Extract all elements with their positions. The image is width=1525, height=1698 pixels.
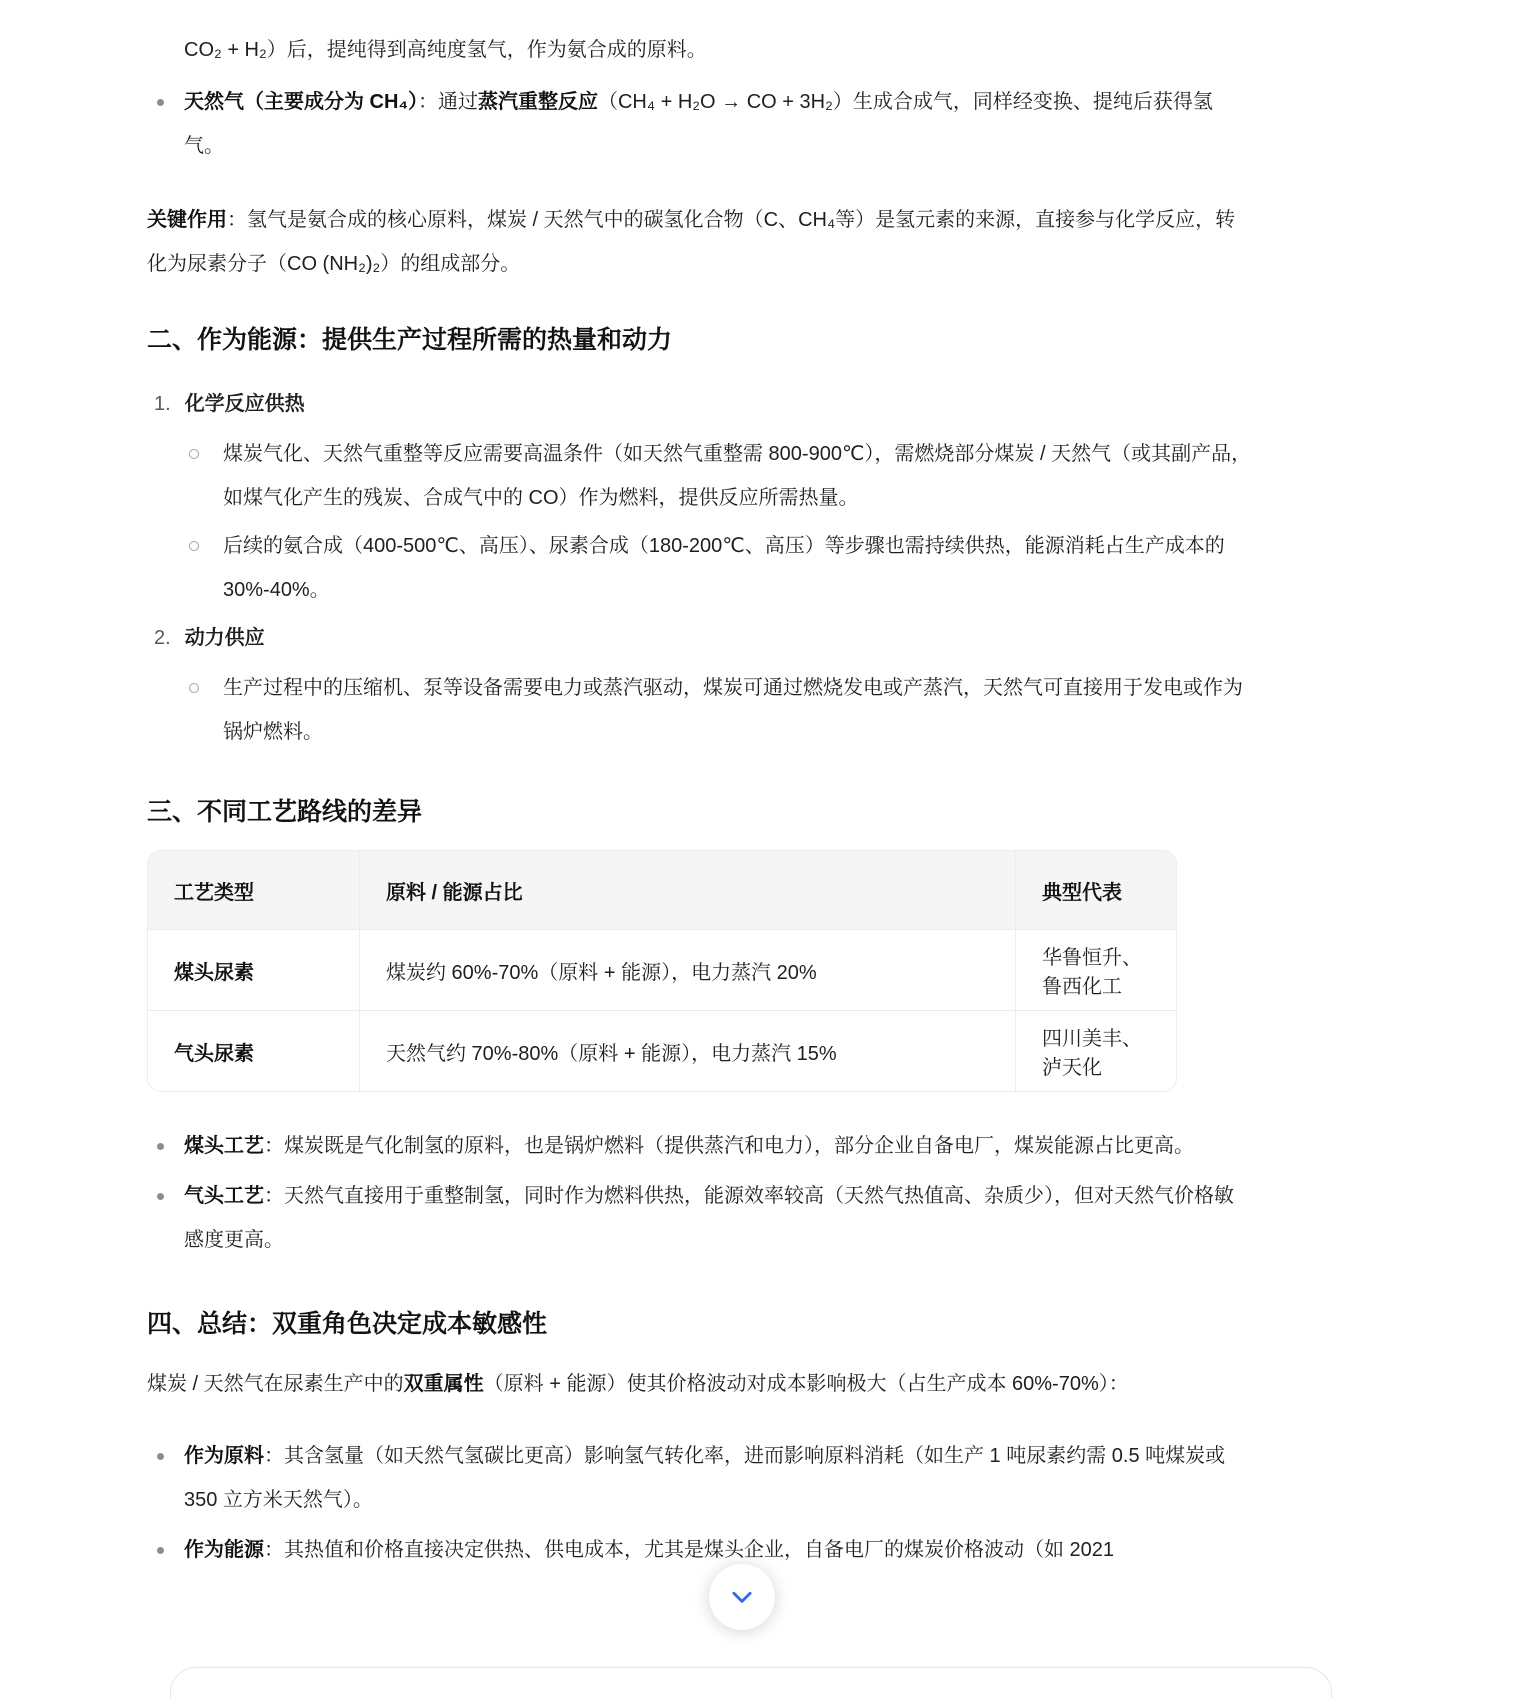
sub-list-item bbox=[147, 432, 1252, 520]
table-cell: 煤炭约 60%-70%（原料 + 能源），电力蒸汽 20% bbox=[359, 929, 1015, 1010]
ordered-item-2 bbox=[147, 616, 1252, 754]
list-item-text: 天然气（主要成分为 CH₄）：通过蒸汽重整反应（CH₄ + H₂O → CO + 3H₂）生成合成气，同样经变换、提纯后获得氢气。 bbox=[184, 91, 1213, 157]
list-item bbox=[147, 1124, 1252, 1168]
chevron-down-icon bbox=[727, 1582, 757, 1612]
table-header-cell: 原料 / 能源占比 bbox=[359, 851, 1015, 929]
sub-list-item bbox=[147, 666, 1252, 754]
section-heading-2: 二、作为能源：提供生产过程所需的热量和动力 bbox=[147, 326, 673, 354]
sub-bullet-list bbox=[147, 666, 1252, 754]
sub-item-text: 后续的氨合成（400-500℃、高压）、尿素合成（180-200℃、高压）等步骤也需持续供热，能源消耗占生产成本的 30%-40%。 bbox=[223, 535, 1225, 601]
list-number: 1. bbox=[154, 393, 171, 415]
bullet-dot-icon bbox=[157, 1453, 164, 1460]
list-item-text: 作为能源：其热值和价格直接决定供热、供电成本，尤其是煤头企业，自备电厂的煤炭价格波动（如 2021 bbox=[184, 1539, 1115, 1561]
summary-paragraph: 煤炭 / 天然气在尿素生产中的双重属性（原料 + 能源）使其价格波动对成本影响极大（占生产成本 60%-70%）： bbox=[147, 1373, 1129, 1395]
raw-material-bullet-list bbox=[147, 80, 1252, 168]
scroll-to-bottom-button[interactable] bbox=[709, 1564, 775, 1630]
table-cell: 煤头尿素 bbox=[148, 929, 359, 1010]
hollow-bullet-icon bbox=[189, 541, 199, 551]
list-item-text: 煤头工艺：煤炭既是气化制氢的原料，也是锅炉燃料（提供蒸汽和电力），部分企业自备电厂，煤炭能源占比更高。 bbox=[184, 1135, 1194, 1157]
list-item bbox=[147, 1528, 1252, 1572]
paragraph-intro-tail: CO₂ + H₂）后，提纯得到高纯度氢气，作为氨合成的原料。 bbox=[184, 39, 707, 61]
list-item bbox=[147, 1434, 1252, 1522]
section-heading-3: 三、不同工艺路线的差异 bbox=[147, 798, 423, 826]
ordered-item-1 bbox=[147, 382, 1252, 612]
table-cell: 华鲁恒升、鲁西化工 bbox=[1015, 929, 1176, 1010]
list-item bbox=[147, 1174, 1252, 1262]
bullet-dot-icon bbox=[157, 1193, 164, 1200]
hollow-bullet-icon bbox=[189, 683, 199, 693]
summary-bullet-list bbox=[147, 1434, 1252, 1572]
process-comparison-table bbox=[147, 850, 1177, 1092]
table-row bbox=[148, 929, 1176, 1010]
list-number: 2. bbox=[154, 627, 171, 649]
list-item-text: 作为原料：其含氢量（如天然气氢碳比更高）影响氢气转化率，进而影响原料消耗（如生产 1 吨尿素约需 0.5 吨煤炭或 350 立方米天然气）。 bbox=[184, 1445, 1226, 1511]
table-cell: 四川美丰、泸天化 bbox=[1015, 1010, 1176, 1091]
hollow-bullet-icon bbox=[189, 449, 199, 459]
ordered-item-title: 动力供应 bbox=[184, 627, 265, 649]
assistant-message-body bbox=[147, 0, 1252, 1578]
sub-list-item bbox=[147, 524, 1252, 612]
key-role-paragraph: 关键作用：氢气是氨合成的核心原料，煤炭 / 天然气中的碳氢化合物（C、CH₄等）是氢元素的来源，直接参与化学反应，转化为尿素分子（CO (NH₂)₂）的组成部分。 bbox=[147, 209, 1236, 275]
bullet-dot-icon bbox=[157, 1143, 164, 1150]
sub-item-text: 煤炭气化、天然气重整等反应需要高温条件（如天然气重整需 800-900℃），需燃烧部分煤炭 / 天然气（或其副产品，如煤气化产生的残炭、合成气中的 CO）作为燃料，提供反应所需热量。 bbox=[223, 443, 1252, 509]
sub-bullet-list bbox=[147, 432, 1252, 612]
table-header-cell: 典型代表 bbox=[1015, 851, 1176, 929]
ordered-item-title: 化学反应供热 bbox=[184, 393, 305, 415]
bullet-dot-icon bbox=[157, 1547, 164, 1554]
table-row bbox=[148, 1010, 1176, 1091]
sub-item-text: 生产过程中的压缩机、泵等设备需要电力或蒸汽驱动，煤炭可通过燃烧发电或产蒸汽，天然气可直接用于发电或作为锅炉燃料。 bbox=[223, 677, 1243, 743]
table-header-row bbox=[148, 851, 1176, 929]
section-heading-4: 四、总结：双重角色决定成本敏感性 bbox=[147, 1310, 548, 1338]
ordered-item-heading bbox=[147, 382, 1252, 426]
bullet-dot-icon bbox=[157, 99, 164, 106]
process-bullet-list bbox=[147, 1124, 1252, 1262]
table-header-cell: 工艺类型 bbox=[148, 851, 359, 929]
table-cell: 天然气约 70%-80%（原料 + 能源），电力蒸汽 15% bbox=[359, 1010, 1015, 1091]
table-cell: 气头尿素 bbox=[148, 1010, 359, 1091]
chat-input-box[interactable] bbox=[170, 1667, 1332, 1698]
list-item bbox=[147, 80, 1252, 168]
ordered-list-energy bbox=[147, 382, 1252, 754]
ordered-item-heading bbox=[147, 616, 1252, 660]
list-item-text: 气头工艺：天然气直接用于重整制氢，同时作为燃料供热，能源效率较高（天然气热值高、杂质少），但对天然气价格敏感度更高。 bbox=[184, 1185, 1234, 1251]
